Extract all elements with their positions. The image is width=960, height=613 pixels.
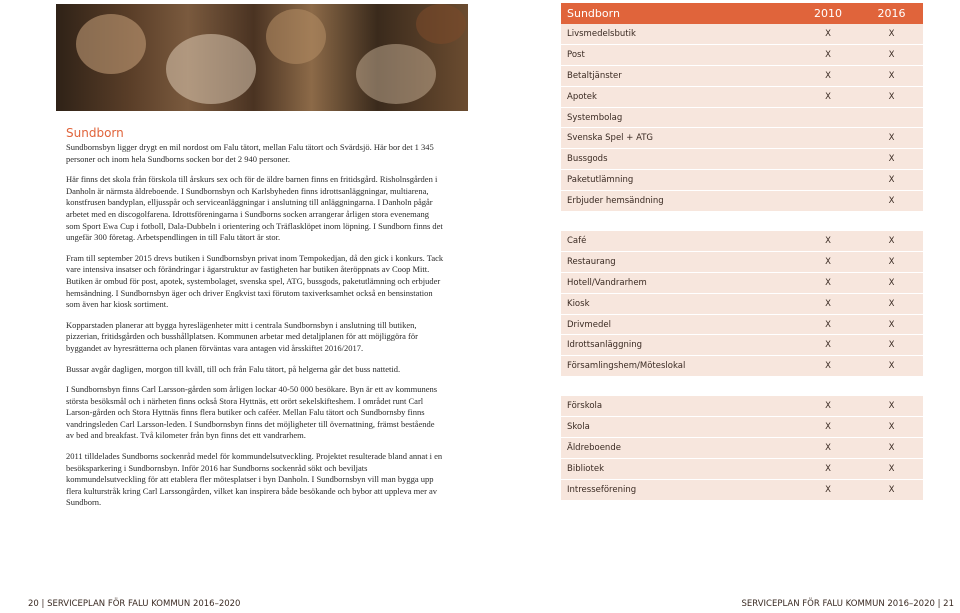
table-row: [561, 252, 923, 273]
row-value-2016: X: [888, 154, 895, 165]
service-table: [561, 3, 923, 501]
page-footer-right: SERVICEPLAN FÖR FALU KOMMUN 2016–2020 | 21: [741, 599, 954, 609]
row-service-name: Idrottsanläggning: [567, 340, 642, 351]
row-value-2016: X: [888, 298, 895, 309]
header-place: Sundborn: [567, 7, 620, 20]
row-service-name: Hotell/Vandrarhem: [567, 277, 647, 288]
paragraph: Sundbornsbyn ligger drygt en mil nordost om Falu tätort, mellan Falu tätort och Svärdsjö. Här bor det 1 345 personer och inom hela Sundborns socken bor det 2 940 personer.: [66, 142, 434, 164]
row-value-2010: X: [825, 484, 831, 495]
row-value-2010: X: [825, 298, 831, 309]
row-value-2016: X: [888, 319, 895, 330]
row-value-2010: X: [825, 319, 831, 330]
row-service-name: Livsmedelsbutik: [567, 28, 636, 39]
row-value-2016: X: [888, 28, 895, 39]
row-service-name: Restaurang: [567, 256, 616, 267]
table-row: [561, 191, 923, 212]
paragraph: Fram till september 2015 drevs butiken i Sundbornsbyn privat inom Tempokedjan, då den gick i konkurs. Tack vare intensiva insatser och förändringar i ägarstruktur av fastigheten har butiken återöppnats av Coop Mitt. Butiken är ombud för post, apotek, systembolaget, svenska spel, ATG, bussgods, paketutlämning och erbjuder hemsändning. I Sundbornsbyn äger och driver Engkvist taxi förutom taxiverksamhet också en bensinstation som även har kiosk sortiment.: [66, 252, 444, 310]
group-spacer: [561, 212, 923, 231]
table-row: [561, 480, 923, 501]
row-value-2016: X: [888, 401, 895, 412]
row-service-name: Betaltjänster: [567, 70, 622, 81]
table-row: [561, 87, 923, 108]
table-row: [561, 170, 923, 191]
row-service-name: Bussgods: [567, 154, 608, 165]
table-row: [561, 396, 923, 417]
paragraph: I Sundbornsbyn finns Carl Larsson-gården som årligen lockar 40-50 000 besökare. Byn är ett av kommunens största besöksmål och i närheten finns också Stora Hyttnäs, ett orört sekelskifteshem. I området runt Carl Larson-gården och Stora Hyttnäs finns flera butiker och caféer. Mellan Falu tätort och Sundbornsby finns vandringsleden Carl Larsson-leden. I Sundbornsbyn finns det möjligheter till övernattning, främst bestående av bed and breakfast. Två kilometer från byn finns det ett vandrarhem.: [66, 384, 438, 441]
row-value-2016: X: [888, 277, 895, 288]
row-value-2016: X: [888, 175, 895, 186]
row-value-2016: X: [888, 463, 895, 474]
row-service-name: Drivmedel: [567, 319, 611, 330]
row-value-2010: X: [825, 28, 831, 39]
row-value-2016: X: [888, 484, 895, 495]
body-text: [66, 142, 444, 518]
row-value-2010: X: [825, 256, 831, 267]
row-value-2016: X: [888, 442, 895, 453]
row-service-name: Svenska Spel + ATG: [567, 133, 653, 144]
row-value-2016: X: [888, 235, 895, 246]
row-value-2010: X: [825, 91, 831, 102]
paragraph: Här finns det skola från förskola till årskurs sex och för de äldre barnen finns en fritidsgård. Risholnsgården i Danholn är närmsta äldreboende. I Sundbornsbyn och Karlsbyheden finns idrottsanläggningar, multiarena, konstfrusen bandyplan, elljusspår och serviceanläggningar i anslutning till anläggningarna. I Danholn pågår arbetet med en discogolfarena. Idrottsföreningarna i Sundborns socken arrangerar årligen stora evenemang som Sport Ewa Cup i fotboll, Dala-Dubbeln i orientering och Träflasklöpet inom löpning. I Sundborn finns det ungefär 300 företag. Arbetspendlingen in till Falu tätort är stor.: [66, 174, 443, 243]
row-service-name: Apotek: [567, 91, 597, 102]
table-body: [561, 24, 923, 501]
row-value-2010: X: [825, 442, 831, 453]
table-row: [561, 231, 923, 252]
row-value-2010: X: [825, 422, 831, 433]
row-value-2010: X: [825, 70, 831, 81]
row-value-2016: X: [888, 70, 895, 81]
paragraph: 2011 tilldelades Sundborns sockenråd medel för kommundelsutveckling. Projektet resulterade bland annat i en besöksparkering i Sundbornsbyn. Inför 2016 har Sundborns sockenråd sökt och beviljats kommundelsutveckling för att etablera fler mötesplatser i byn Danholn. I Sundbornsbyn vill man bygga upp flera kulturstråk kring Carl Larssongården, vilket kan inspirera både besökande och bybor att uppleva mer av Sundborn.: [66, 451, 443, 508]
table-row: [561, 459, 923, 480]
table-row: [561, 294, 923, 315]
row-service-name: Församlingshem/Möteslokal: [567, 361, 686, 372]
table-row: [561, 417, 923, 438]
table-row: [561, 356, 923, 377]
table-header: [561, 3, 923, 24]
header-year-2016: 2016: [877, 7, 906, 20]
page-footer-left: 20 | SERVICEPLAN FÖR FALU KOMMUN 2016–2020: [28, 599, 241, 609]
table-row: [561, 335, 923, 356]
paragraph: Kopparstaden planerar att bygga hyreslägenheter mitt i centrala Sundbornsbyn i anslutning till butiken, pizzerian, fritidsgården och busshållplatsen. Kommunen arbetar med detaljplanen för att möjliggöra för byggandet av hyresrätterna och planen förväntas vara antagen vid årsskiftet 2016/2017.: [66, 319, 418, 353]
row-value-2010: X: [825, 401, 831, 412]
table-row: [561, 273, 923, 294]
table-row: [561, 315, 923, 336]
row-value-2010: X: [825, 361, 831, 372]
row-service-name: Kiosk: [567, 298, 590, 309]
row-value-2010: X: [825, 340, 831, 351]
row-value-2016: X: [888, 133, 895, 144]
row-value-2016: X: [888, 340, 895, 351]
table-row: [561, 45, 923, 66]
table-row: [561, 438, 923, 459]
table-row: [561, 66, 923, 87]
row-value-2016: X: [888, 256, 895, 267]
table-row: [561, 24, 923, 45]
table-row: [561, 108, 923, 129]
header-year-2010: 2010: [814, 7, 842, 20]
row-value-2010: X: [825, 463, 831, 474]
row-service-name: Bibliotek: [567, 463, 604, 474]
row-service-name: Förskola: [567, 401, 603, 412]
musicians-photo: [56, 4, 468, 111]
table-row: [561, 149, 923, 170]
row-value-2016: X: [888, 422, 895, 433]
row-value-2016: X: [888, 49, 895, 60]
row-value-2010: X: [825, 277, 831, 288]
row-service-name: Systembolag: [567, 112, 623, 123]
paragraph: Bussar avgår dagligen, morgon till kväll, till och från Falu tätort, på helgerna går det buss nattetid.: [66, 363, 401, 374]
row-value-2010: X: [825, 235, 831, 246]
row-value-2016: X: [888, 361, 895, 372]
row-value-2016: X: [888, 196, 895, 207]
table-row: [561, 128, 923, 149]
page-title: Sundborn: [66, 126, 124, 140]
row-service-name: Erbjuder hemsändning: [567, 196, 664, 207]
group-spacer: [561, 377, 923, 396]
row-service-name: Post: [567, 49, 585, 60]
row-service-name: Äldreboende: [567, 442, 621, 453]
row-service-name: Paketutlämning: [567, 175, 634, 186]
row-service-name: Skola: [567, 422, 590, 433]
row-value-2016: X: [888, 91, 895, 102]
row-value-2010: X: [825, 49, 831, 60]
row-service-name: Café: [567, 235, 587, 246]
row-service-name: Intresseförening: [567, 484, 637, 495]
